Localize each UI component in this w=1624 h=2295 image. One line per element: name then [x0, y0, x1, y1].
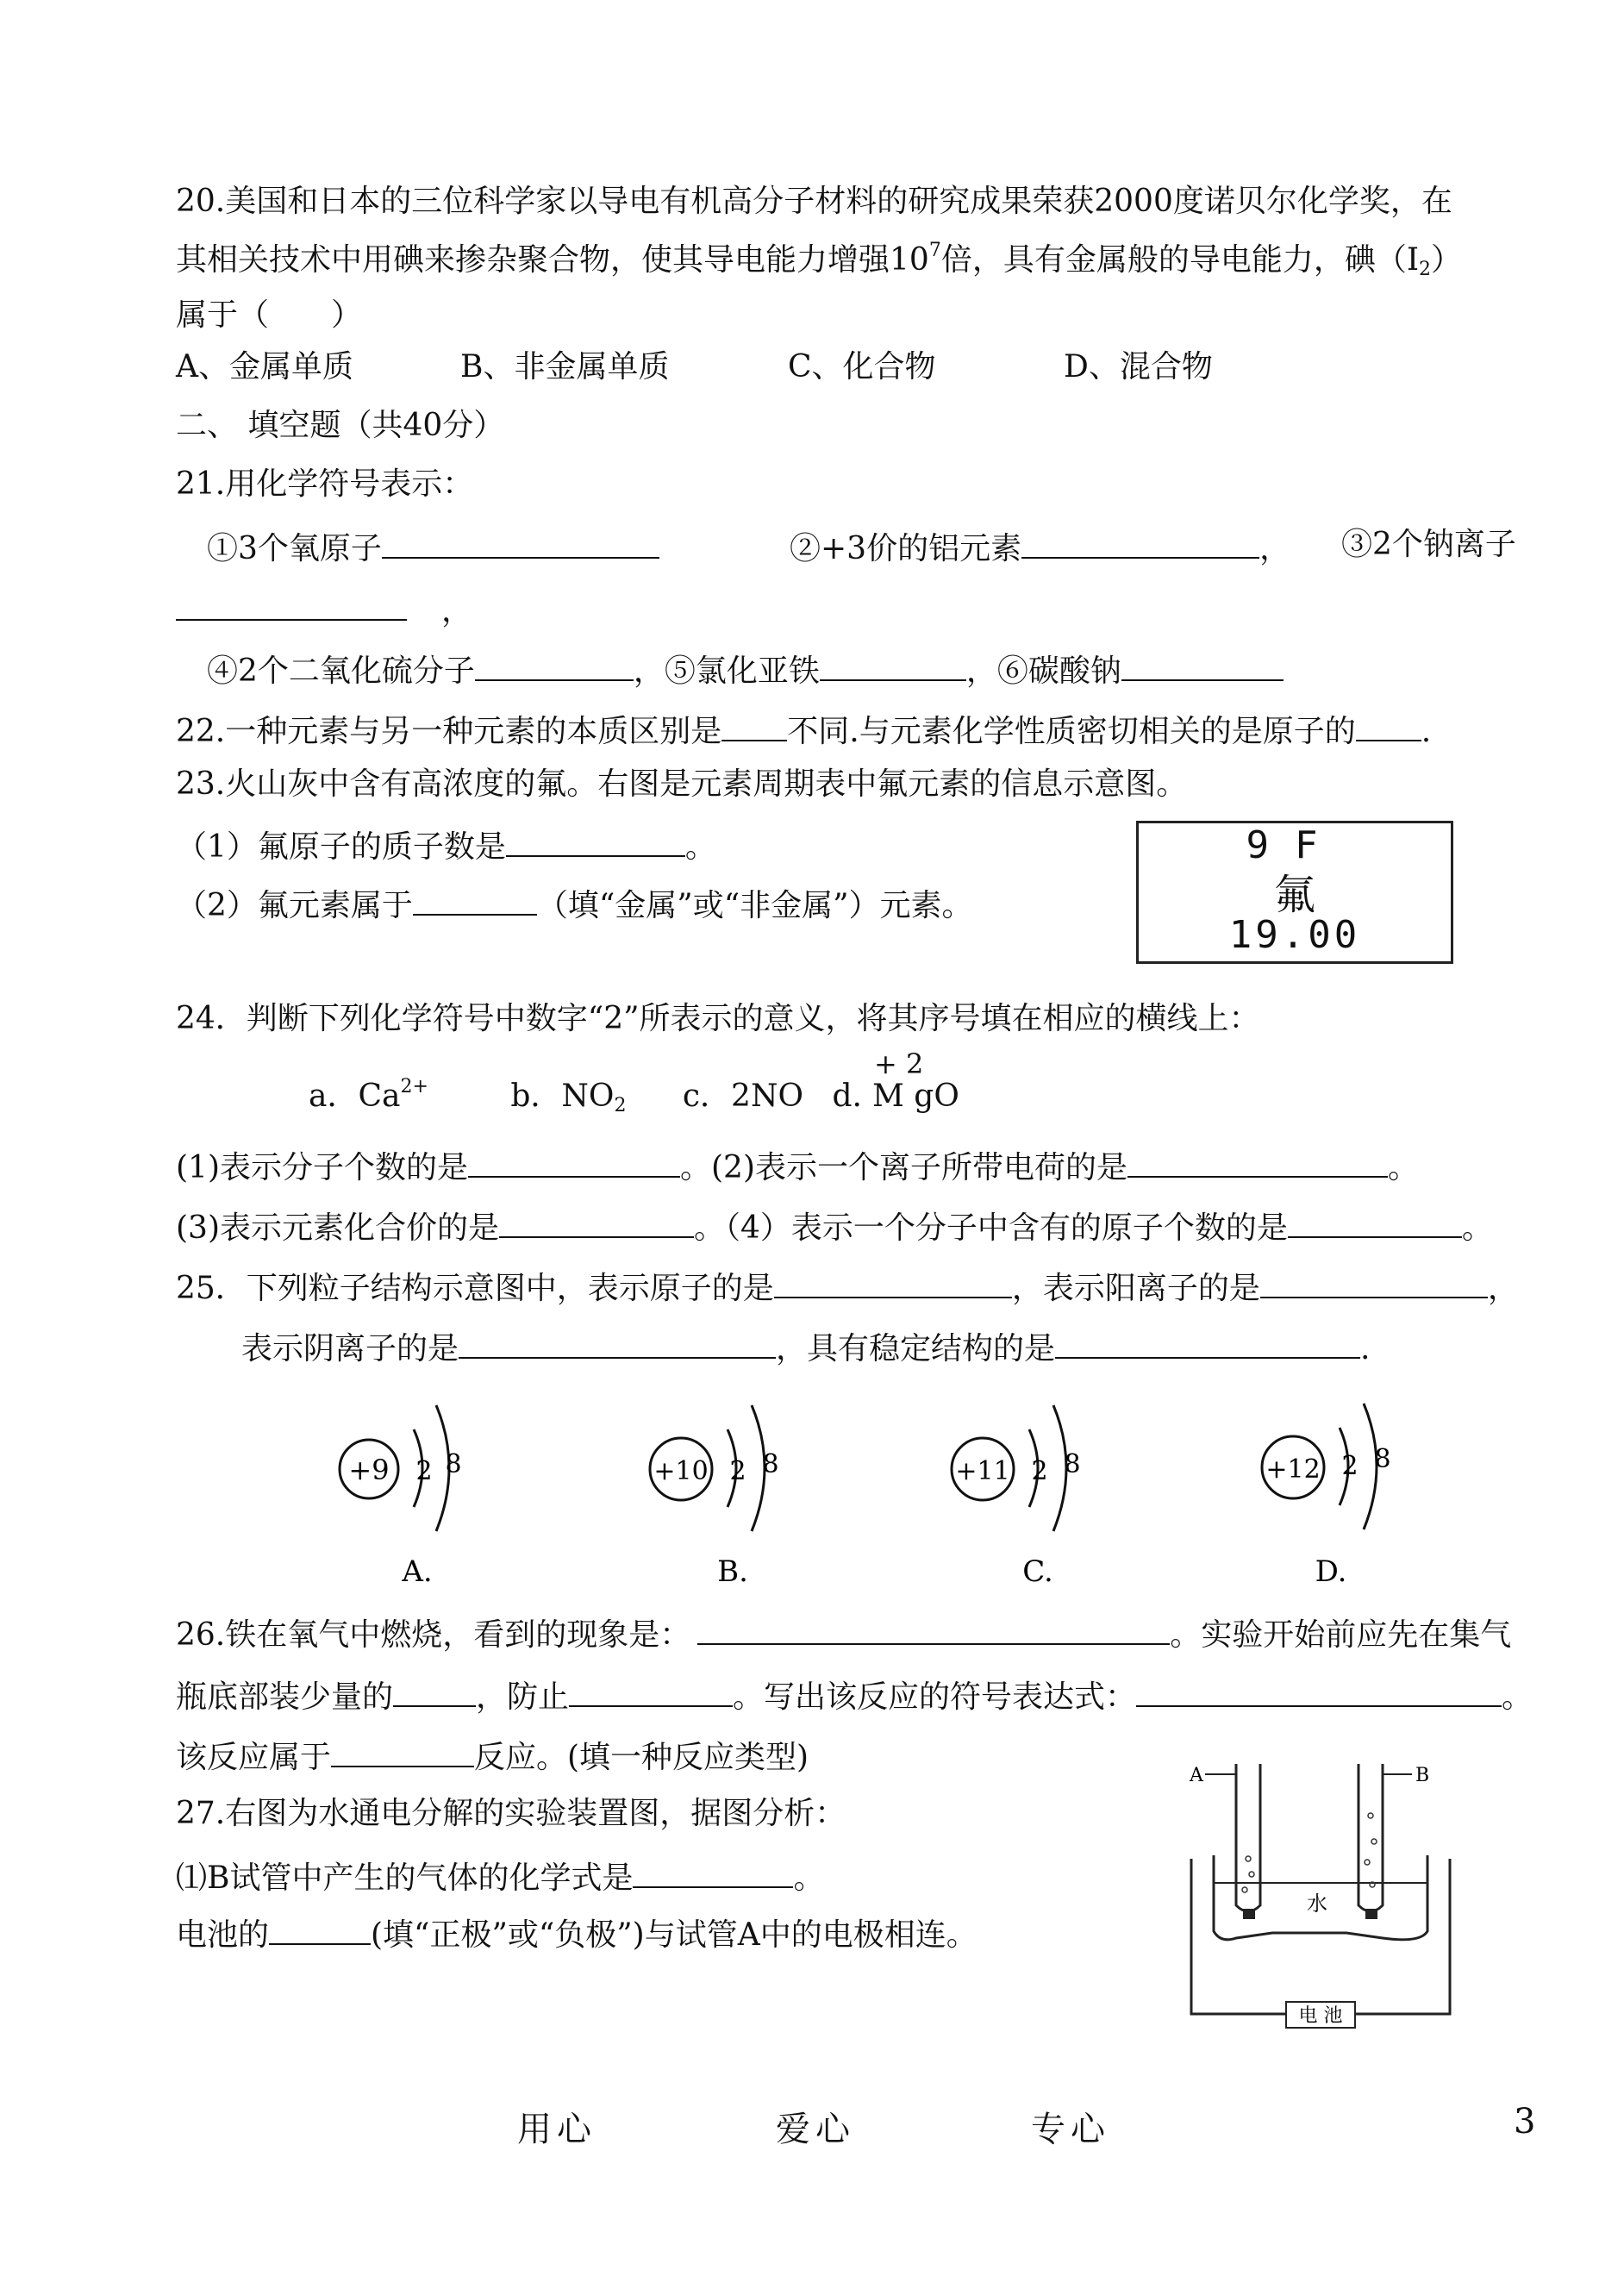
water-label: 水: [1307, 1892, 1327, 1916]
q24-row1: [176, 1145, 1419, 1187]
q23-part2-end: （填“金属”或“非金属”）元素。: [536, 888, 973, 923]
q27-text3: 电池的: [176, 1917, 270, 1953]
element-symbol: F: [1295, 823, 1344, 867]
label-c: C.: [1022, 1554, 1053, 1589]
q24-r1-text1: (1)表示分子个数的是: [176, 1150, 468, 1185]
element-info-box: [1136, 821, 1453, 964]
shell-d-2: 8: [1374, 1444, 1391, 1474]
q24-r1-end: 。: [1388, 1150, 1420, 1185]
q20-line2-a: 其相关技术中用碘来掺杂聚合物，使其导电能力增强10: [176, 242, 929, 278]
q21-comma: ，: [1259, 531, 1291, 566]
q27-blank2[interactable]: [269, 1912, 371, 1945]
tube-a-label: A: [1190, 1765, 1203, 1786]
q21-blank1[interactable]: [382, 526, 659, 559]
q27-text1: ⑴B试管中产生的气体的化学式是: [176, 1860, 634, 1896]
q21-item4: ④2个二氧化硫分子: [207, 653, 475, 689]
tube-b-label: B: [1415, 1765, 1430, 1786]
q21-row1-b: [790, 526, 1290, 568]
q25-text2: ，表示阳离子的是: [1011, 1271, 1260, 1306]
q24-symbol-c: c．2NO: [682, 1079, 803, 1114]
q21-item1: ①3个氧原子: [207, 531, 382, 566]
q24-r2-text2: 。（4）表示一个分子中含有的原子个数的是: [694, 1210, 1288, 1246]
q23-blank1[interactable]: [506, 824, 685, 857]
q21-title: 21.用化学符号表示：: [176, 466, 474, 502]
q20-exponent: 7: [928, 240, 941, 261]
q21-blank6[interactable]: [1121, 648, 1284, 681]
q24-blank2[interactable]: [1127, 1145, 1388, 1178]
q21-blank3[interactable]: [176, 588, 407, 621]
q20-line2: [176, 241, 1462, 279]
label-b: B.: [717, 1554, 748, 1589]
q22-text-a: 22.一种元素与另一种元素的本质区别是: [176, 714, 722, 749]
q21-blank5[interactable]: [820, 648, 966, 681]
shell-b-1: 2: [729, 1456, 746, 1486]
label-a: A.: [402, 1554, 433, 1589]
electrolysis-apparatus: [1186, 1755, 1471, 2040]
q25-text4: 表示阴离子的是: [241, 1331, 459, 1366]
q21-blank4[interactable]: [475, 648, 634, 681]
q24-symbols: [309, 1078, 862, 1116]
shell-b-2: 8: [762, 1449, 779, 1479]
q25-line1: [176, 1266, 1519, 1308]
q22-blank2[interactable]: [1356, 709, 1421, 741]
q26-text3: 瓶底部装少量的: [176, 1679, 394, 1715]
q22-text-c: .: [1421, 714, 1432, 749]
section-title: 二、 填空题（共40分）: [176, 408, 505, 443]
q22-line: [176, 709, 1431, 751]
q26-text1: 26.铁在氧气中燃烧，看到的现象是：: [176, 1617, 691, 1653]
q25-blank3[interactable]: [459, 1326, 776, 1359]
q20-line1: 20.美国和日本的三位科学家以导电有机高分子材料的研究成果荣获2000度诺贝尔化学奖，在: [176, 184, 1452, 219]
q24-r2-text1: (3)表示元素化合价的是: [176, 1210, 499, 1246]
q24-blank1[interactable]: [468, 1145, 680, 1178]
q26-text7: 该反应属于: [176, 1740, 332, 1775]
q26-line2: [176, 1674, 1533, 1717]
q21-row2: [176, 588, 472, 630]
atom-diagram-d: [1262, 1404, 1391, 1589]
q27-text2: 。: [793, 1860, 825, 1896]
q26-text4: ，防止: [476, 1679, 570, 1715]
q24-row2: [176, 1205, 1493, 1248]
q21-item6: ，⑥碳酸钠: [965, 653, 1121, 689]
q23-part1-text: （1）氟原子的质子数是: [176, 829, 506, 865]
q26-blank5[interactable]: [331, 1735, 474, 1767]
q21-item5: ，⑤氯化亚铁: [633, 653, 820, 689]
q26-blank2[interactable]: [393, 1674, 476, 1707]
atom-structure-diagrams: [310, 1378, 1500, 1602]
q25-blank2[interactable]: [1260, 1266, 1488, 1298]
shell-a-2: 8: [445, 1449, 462, 1479]
q26-text2: 。实验开始前应先在集气: [1170, 1617, 1512, 1653]
footer-word-1: 用心: [517, 2110, 597, 2149]
q20-option-c: C、化合物: [788, 349, 936, 385]
element-name: 氟: [1273, 871, 1315, 919]
shell-c-1: 2: [1031, 1456, 1048, 1486]
q20-line2-b: 倍，具有金属般的导电能力，碘（I: [940, 242, 1420, 278]
q27-line1: [176, 1855, 824, 1898]
q21-item3: ③2个钠离子: [1341, 527, 1516, 562]
q21-row3: [207, 648, 1284, 691]
q27-title: 27.右图为水通电分解的实验装置图，据图分析：: [176, 1796, 846, 1831]
q25-blank1[interactable]: [774, 1266, 1012, 1298]
q20-subscript: 2: [1419, 259, 1432, 280]
atomic-number: 9: [1246, 823, 1295, 867]
q20-option-a: A、金属单质: [176, 349, 353, 385]
atom-diagram-c: [952, 1405, 1081, 1589]
q24-symbol-b: b．$NO_2$: [510, 1079, 627, 1116]
q23-part2-text: （2）氟元素属于: [176, 888, 413, 923]
q27-text4: (填“正极”或“负极”)与试管A中的电极相连。: [371, 1917, 978, 1953]
footer-word-3: 专心: [1031, 2110, 1110, 2149]
q24-symbol-d-label: d.: [832, 1079, 862, 1114]
q26-line1: [176, 1612, 1511, 1654]
shell-c-2: 8: [1064, 1449, 1081, 1479]
q21-comma2: ，: [441, 593, 473, 628]
q24-r1-text2: 。(2)表示一个离子所带电荷的是: [680, 1150, 1127, 1185]
q24-blank4[interactable]: [1288, 1205, 1462, 1238]
q22-blank1[interactable]: [721, 709, 787, 741]
q21-item2: ②+3价的铝元素: [790, 531, 1022, 566]
atom-diagram-b: [650, 1405, 779, 1589]
q24-title: 24．判断下列化学符号中数字“2”所表示的意义，将其序号填在相应的横线上：: [176, 1001, 1260, 1036]
q26-blank1[interactable]: [697, 1612, 1170, 1645]
q20-options: [176, 348, 1213, 386]
q25-line2: [241, 1326, 1370, 1368]
nucleus-a: +9: [348, 1454, 390, 1486]
q20-line3: 属于（ ）: [176, 297, 363, 333]
nucleus-d: +12: [1265, 1454, 1321, 1485]
q26-text8: 反应。(填一种反应类型): [474, 1740, 809, 1775]
q24-blank3[interactable]: [499, 1205, 694, 1238]
q20-line2-c: ）: [1431, 242, 1463, 278]
q27-blank1[interactable]: [633, 1855, 793, 1888]
q23-title: 23.火山灰中含有高浓度的氟。右图是元素周期表中氟元素的信息示意图。: [176, 766, 1188, 802]
q21-row1: [207, 526, 659, 568]
q23-part1: [176, 824, 716, 866]
q24-r2-end: 。: [1461, 1210, 1493, 1246]
atomic-mass: 19.00: [1228, 913, 1361, 957]
q20-option-d: D、混合物: [1064, 349, 1213, 385]
q26-blank3[interactable]: [569, 1674, 733, 1707]
nucleus-c: +11: [955, 1456, 1010, 1486]
q27-line2: [176, 1912, 978, 1954]
q23-blank2[interactable]: [413, 883, 537, 916]
q26-line3: [176, 1735, 809, 1777]
q24-symbol-a: a．$Ca^{2+}$: [309, 1076, 428, 1114]
q25-text5: ，具有稳定结构的是: [776, 1331, 1056, 1366]
q25-text3: ，: [1487, 1271, 1519, 1306]
q23-part1-end: 。: [684, 829, 716, 865]
q24-valence-mark: + 2: [874, 1047, 924, 1080]
page-number: 3: [1514, 2102, 1541, 2142]
q25-text1: 25．下列粒子结构示意图中，表示原子的是: [176, 1271, 774, 1306]
nucleus-b: +10: [653, 1456, 709, 1486]
q21-blank2[interactable]: [1021, 526, 1259, 559]
q26-blank4[interactable]: [1136, 1674, 1502, 1707]
atom-diagram-a: [340, 1405, 462, 1589]
q25-blank4[interactable]: [1055, 1326, 1360, 1359]
footer-word-2: 爱心: [776, 2110, 855, 2149]
q25-text6: .: [1360, 1331, 1371, 1366]
q20-option-b: B、非金属单质: [460, 349, 670, 385]
shell-d-1: 2: [1341, 1451, 1359, 1481]
battery-label: 电 池: [1298, 2005, 1343, 2027]
q26-text6: 。: [1502, 1679, 1533, 1715]
q26-text5: 。写出该反应的符号表达式：: [733, 1679, 1137, 1715]
q22-text-b: 不同.与元素化学性质密切相关的是原子的: [787, 714, 1356, 749]
q23-part2: [176, 883, 973, 925]
label-d: D.: [1315, 1554, 1347, 1589]
shell-a-1: 2: [415, 1456, 433, 1486]
q24-symbol-d: M gO: [872, 1079, 959, 1114]
